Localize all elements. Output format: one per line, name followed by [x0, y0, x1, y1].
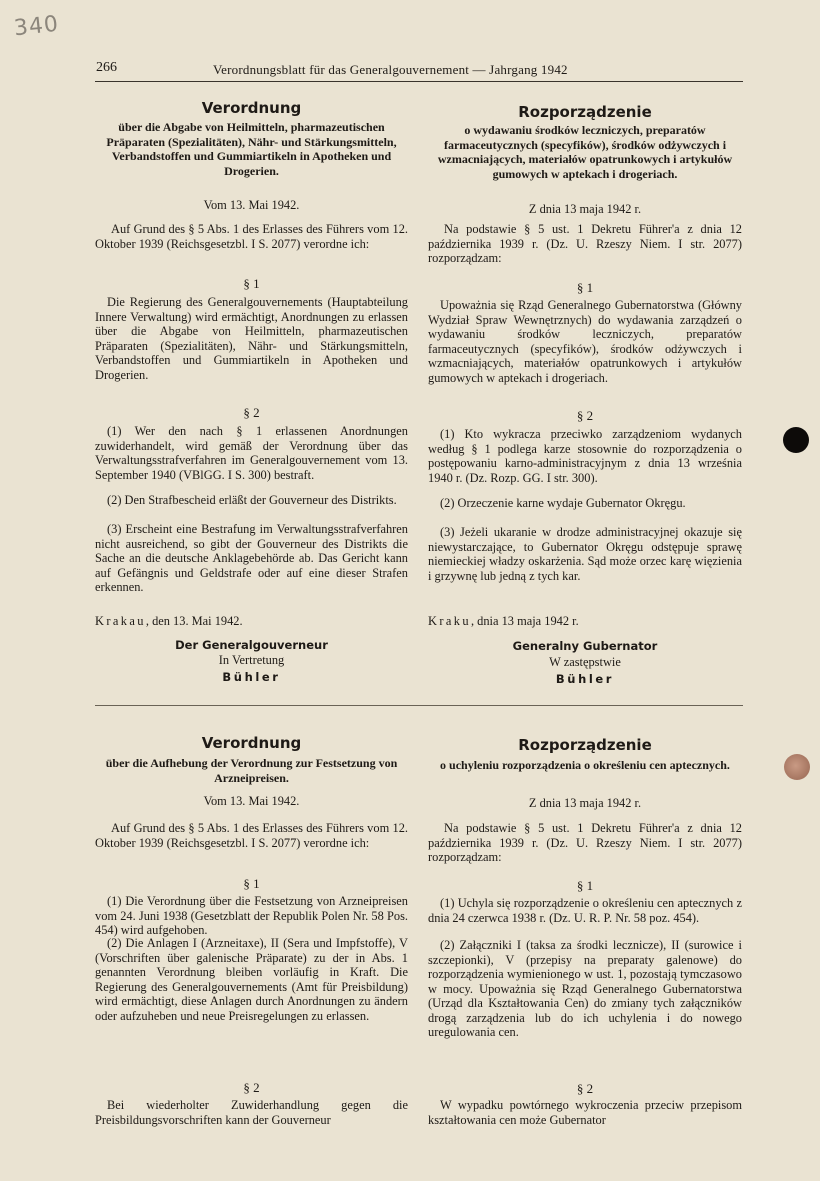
- decree2-pl-date: Z dnia 13 maja 1942 r.: [528, 796, 642, 810]
- decree1-de-place-date: [95, 614, 243, 629]
- decree1-pl-sig-role: W zastępstwie: [549, 655, 621, 669]
- decree2-pl-s1-p2: (2) Załączniki I (taksa za środki lecznicze), II (surowice i szczepionki), V (przepisy na preparaty galenowe) do rozporządzenia wymienionego w ust. 1, pozostają tymczasowo w mocy. Upoważnia się Rząd Generalnego Gubernatorstwa (Urząd dla Kształtowania Cen) do zmiany tych załączników drogą zarządzenia lub do ich uchylenia i do nowego uregulowania cen.: [428, 938, 742, 1039]
- decree1-pl-s2-p2: (2) Orzeczenie karne wydaje Gubernator Okręgu.: [440, 496, 686, 510]
- decree1-pl-place: Kraku: [428, 614, 471, 628]
- decree1-pl-date: Z dnia 13 maja 1942 r.: [528, 202, 642, 216]
- decree1-de-sig-role: In Vertretung: [218, 653, 285, 667]
- decree2-de-s1-p1: (1) Die Verordnung über die Festsetzung von Arzneipreisen vom 24. Juni 1938 (Gesetzblatt der Republik Polen Nr. 58 Pos. 454) wird aufgehoben.: [95, 894, 408, 937]
- decree1-de-s2-p1: (1) Wer den nach § 1 erlassenen Anordnungen zuwiderhandelt, wird gemäß der Verordnung über das Verwaltungsstrafverfahren im Generalgouvernement vom 13. September 1940 (VBlGG. I S. 300) bestraft.: [95, 424, 408, 482]
- decree1-pl-sig-office: Generalny Gubernator: [512, 639, 658, 653]
- decree1-de-s1-text: Die Regierung des Generalgouvernements (Hauptabteilung Innere Verwaltung) wird ermächtigt, Anordnungen zu erlassen über die Abgabe von Heilmitteln, pharmazeutischen Präparaten (Spezialitäten), Nähr- und Stärkungsmitteln, Verbandstoffen und Gummiartikeln in Apotheken und Drogerien.: [95, 295, 408, 382]
- pencil-page-number: 340: [12, 11, 61, 42]
- decree1-pl-s1-heading: § 1: [576, 280, 594, 295]
- page-number: 266: [96, 60, 117, 75]
- decree1-pl-s2-p3: (3) Jeżeli ukaranie w drodze administracyjnej okazuje się niewystarczające, to Gubernator Okręgu odstępuje sprawę niemieckiej władzy oskarżenia. Sąd może orzec karę więzienia i grzywnę lub jedną z tych kar.: [428, 525, 742, 583]
- decree2-pl-s1-p1: (1) Uchyla się rozporządzenie o określeniu cen aptecznych z dnia 24 czerwca 1938 r. (Dz. U. R. P. Nr. 58 poz. 454).: [428, 896, 742, 925]
- decree1-de-s1-heading: § 1: [243, 276, 260, 291]
- paper-stain: [784, 754, 810, 780]
- decree2-de-title: Verordnung: [201, 734, 302, 752]
- decree1-pl-subtitle: o wydawaniu środków leczniczych, preparatów farmaceutycznych (specyfików), środków odżywczych i wzmacniających, materiałów opatrunkowych i artykułów gumowych w aptekach i drogeriach.: [437, 123, 733, 181]
- decree1-pl-s2-heading: § 2: [576, 408, 594, 423]
- decree-separator-rule: [95, 705, 743, 706]
- decree1-de-title: Verordnung: [201, 99, 302, 117]
- decree1-de-place: Krakau: [95, 614, 146, 628]
- decree2-pl-s2-p1: W wypadku powtórnego wykroczenia przeciw przepisom kształtowania cen może Gubernator: [428, 1098, 742, 1127]
- running-title: Verordnungsblatt für das Generalgouvernement — Jahrgang 1942: [213, 62, 568, 77]
- punch-hole: [783, 427, 809, 453]
- decree2-de-s2-heading: § 2: [243, 1080, 260, 1095]
- decree2-de-s2-p1: Bei wiederholter Zuwiderhandlung gegen die Preisbildungsvorschriften kann der Gouverneur: [95, 1098, 408, 1127]
- decree1-pl-preamble: Na podstawie § 5 ust. 1 Dekretu Führer'a z dnia 12 października 1939 r. (Dz. U. Rzeszy Niem. I str. 2077) rozporządzam:: [428, 222, 742, 265]
- decree1-pl-s1-text: Upoważnia się Rząd Generalnego Gubernatorstwa (Główny Wydział Spraw Wewnętrznych) do wydawania zarządzeń o wydawaniu środków leczniczych, preparatów farmaceutycznych (specyfików), środków odżywczych i wzmacniających, materiałów opatrunkowych i artykułów gumowych w aptekach i drogeriach.: [428, 298, 742, 385]
- page-header: [96, 60, 741, 80]
- decree1-pl-s2-p1: (1) Kto wykracza przeciwko zarządzeniom wydanych według § 1 podlega karze stosownie do rozporządzenia o postępowaniu karno-administracyjnym z dnia 13 września 1940 r. (Dz. Rozp. GG. I str. 300).: [428, 427, 742, 485]
- decree2-pl-s2-heading: § 2: [576, 1081, 594, 1096]
- decree1-de-preamble: Auf Grund des § 5 Abs. 1 des Erlasses des Führers vom 12. Oktober 1939 (Reichsgesetzbl. I S. 2077) verordne ich:: [95, 222, 408, 251]
- header-rule: [95, 81, 743, 82]
- decree1-pl-title: Rozporządzenie: [518, 103, 652, 121]
- decree2-de-preamble: Auf Grund des § 5 Abs. 1 des Erlasses des Führers vom 12. Oktober 1939 (Reichsgesetzbl. I S. 2077) verordne ich:: [95, 821, 408, 850]
- decree2-de-s1-heading: § 1: [243, 876, 260, 891]
- decree1-de-date-line: , den 13. Mai 1942.: [145, 614, 243, 628]
- decree1-de-sig-name: Bühler: [222, 670, 281, 684]
- decree1-de-s2-p2: (2) Den Strafbescheid erläßt der Gouverneur des Distrikts.: [107, 493, 397, 507]
- decree1-de-subtitle: über die Abgabe von Heilmitteln, pharmazeutischen Präparaten (Spezialitäten), Nähr- und Stärkungsmitteln, Verbandstoffen und Gummiartikeln in Apotheken und Drogerien.: [106, 120, 397, 178]
- decree2-pl-title: Rozporządzenie: [518, 736, 652, 754]
- decree1-pl-date-line: , dnia 13 maja 1942 r.: [470, 614, 579, 628]
- decree1-de-s2-p3: (3) Erscheint eine Bestrafung im Verwaltungsstrafverfahren nicht ausreichend, so gibt der Gouverneur des Distrikts die Sache an die deutsche Anklagebehörde ab. Das Gericht kann auf Gefängnis und Geldstrafe oder auf eine dieser Strafen erkennen.: [95, 522, 408, 594]
- decree2-de-s1-p2: (2) Die Anlagen I (Arzneitaxe), II (Sera und Impfstoffe), V (Vorschriften über galenische Präparate) zu der in Abs. 1 genannten Verordnung bleiben vorläufig in Kraft. Die Regierung des Generalgouvernements (Amt für Preisbildung) wird ermächtigt, diese Anlagen durch Anordnungen zu ändern oder aufzuheben und neue Preisregelungen zu erlassen.: [95, 936, 408, 1023]
- decree1-de-s2-heading: § 2: [243, 405, 260, 420]
- decree2-pl-s1-heading: § 1: [576, 878, 594, 893]
- decree2-pl-subtitle: o uchyleniu rozporządzenia o określeniu cen aptecznych.: [440, 758, 730, 772]
- decree2-pl-preamble: Na podstawie § 5 ust. 1 Dekretu Führer'a z dnia 12 października 1939 r. (Dz. U. Rzeszy Niem. I str. 2077) rozporządzam:: [428, 821, 742, 864]
- decree1-de-sig-office: Der Generalgouverneur: [175, 638, 328, 652]
- decree1-pl-sig-name: Bühler: [555, 672, 615, 686]
- decree2-de-date: Vom 13. Mai 1942.: [203, 794, 300, 808]
- decree1-de-date: Vom 13. Mai 1942.: [203, 198, 300, 212]
- decree1-pl-place-date: [428, 614, 579, 629]
- decree2-de-subtitle: über die Aufhebung der Verordnung zur Festsetzung von Arzneipreisen.: [105, 756, 398, 785]
